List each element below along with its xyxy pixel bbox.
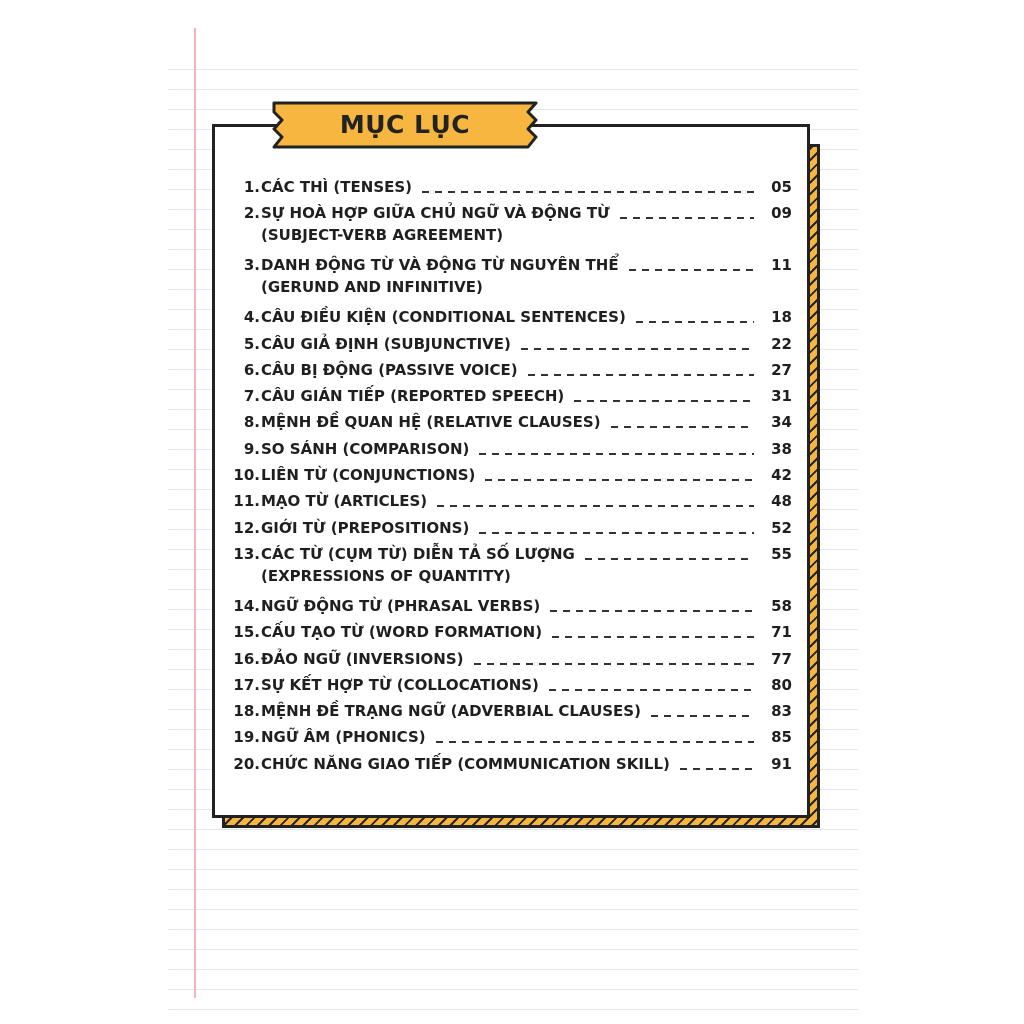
- toc-entry-body: [260, 648, 792, 670]
- toc-entry[interactable]: [232, 254, 792, 298]
- toc-entry-number: 19.: [233, 728, 260, 747]
- toc-entry-title: LIÊN TỪ (CONJUNCTIONS): [261, 466, 476, 485]
- toc-entry-page-number: 18: [771, 308, 792, 327]
- toc-entry[interactable]: [232, 385, 792, 407]
- toc-entry-page-number: 38: [771, 439, 792, 458]
- toc-entry[interactable]: [232, 359, 792, 381]
- toc-entry-number: 15.: [233, 623, 260, 642]
- toc-entry-subtitle: (SUBJECT-VERB AGREEMENT): [261, 226, 504, 245]
- toc-entry[interactable]: [232, 490, 792, 512]
- toc-entry[interactable]: [232, 621, 792, 643]
- toc-entry-body: [260, 464, 792, 486]
- dotted-leader: [636, 319, 754, 323]
- toc-entry-page-number: 83: [771, 702, 792, 721]
- dotted-leader: [552, 634, 754, 638]
- toc-entry-body: [260, 359, 792, 381]
- toc-entry-body: [260, 254, 792, 298]
- toc-entry-number: 6.: [243, 360, 260, 379]
- toc-entry-body: [260, 753, 792, 775]
- toc-entry-body: [260, 176, 792, 198]
- toc-entry-title: ĐẢO NGỮ (INVERSIONS): [261, 649, 464, 668]
- toc-entry-line: [261, 490, 792, 512]
- toc-entry[interactable]: [232, 464, 792, 486]
- dotted-leader: [585, 556, 754, 560]
- toc-entry-line: [261, 202, 792, 224]
- toc-entry-title: CẤU TẠO TỪ (WORD FORMATION): [261, 623, 543, 642]
- toc-entry-number: 9.: [243, 439, 260, 458]
- toc-entry-number: 2.: [243, 204, 260, 223]
- toc-entry[interactable]: [232, 202, 792, 246]
- table-of-contents: [232, 176, 792, 779]
- dotted-leader: [479, 451, 754, 455]
- dotted-leader: [528, 372, 754, 376]
- toc-entry-title: NGỮ ÂM (PHONICS): [261, 728, 426, 747]
- toc-entry-body: [260, 674, 792, 696]
- toc-entry-title: NGỮ ĐỘNG TỪ (PHRASAL VERBS): [261, 596, 541, 615]
- toc-entry-body: [260, 700, 792, 722]
- toc-entry-page-number: 09: [771, 204, 792, 223]
- toc-entry[interactable]: [232, 306, 792, 328]
- toc-entry-number: 20.: [233, 754, 260, 773]
- toc-entry-line: [261, 411, 792, 433]
- dotted-leader: [521, 346, 754, 350]
- toc-entry-title: CÂU GIÁN TIẾP (REPORTED SPEECH): [261, 387, 565, 406]
- toc-entry-page-number: 34: [771, 413, 792, 432]
- toc-entry-page-number: 22: [771, 334, 792, 353]
- toc-entry-number: 11.: [233, 492, 260, 511]
- toc-entry-line: [261, 333, 792, 355]
- toc-entry-title: DANH ĐỘNG TỪ VÀ ĐỘNG TỪ NGUYÊN THỂ: [261, 256, 619, 275]
- toc-entry-number: 17.: [233, 675, 260, 694]
- toc-entry-line: [261, 753, 792, 775]
- toc-entry-page-number: 27: [771, 360, 792, 379]
- toc-entry-body: [260, 726, 792, 748]
- toc-entry-page-number: 11: [771, 256, 792, 275]
- toc-entry-line: [261, 517, 792, 539]
- toc-entry-line: [261, 543, 792, 565]
- toc-entry-line: [261, 674, 792, 696]
- toc-entry[interactable]: [232, 543, 792, 587]
- toc-entry-title: SỰ KẾT HỢP TỪ (COLLOCATIONS): [261, 675, 539, 694]
- toc-entry-body: [260, 438, 792, 460]
- toc-entry[interactable]: [232, 411, 792, 433]
- toc-entry[interactable]: [232, 595, 792, 617]
- toc-entry-page-number: 48: [771, 492, 792, 511]
- toc-entry-number: 12.: [233, 518, 260, 537]
- dotted-leader: [422, 189, 754, 193]
- toc-entry-body: [260, 595, 792, 617]
- toc-entry-number: 7.: [243, 387, 260, 406]
- toc-entry-number: 14.: [233, 596, 260, 615]
- toc-entry-body: [260, 517, 792, 539]
- toc-entry[interactable]: [232, 517, 792, 539]
- toc-entry-line: [261, 254, 792, 276]
- toc-entry-body: [260, 385, 792, 407]
- toc-entry-body: [260, 411, 792, 433]
- notebook-margin-line: [194, 28, 196, 998]
- toc-entry-line: [261, 385, 792, 407]
- toc-entry-title: CÁC THÌ (TENSES): [261, 178, 413, 196]
- toc-entry-title: MỆNH ĐỀ QUAN HỆ (RELATIVE CLAUSES): [261, 413, 601, 432]
- toc-entry-title: CÂU GIẢ ĐỊNH (SUBJUNCTIVE): [261, 334, 511, 353]
- toc-entry[interactable]: [232, 726, 792, 748]
- toc-entry-line: [261, 621, 792, 643]
- toc-entry[interactable]: [232, 438, 792, 460]
- dotted-leader: [436, 739, 754, 743]
- toc-entry-page-number: 05: [771, 178, 792, 196]
- toc-entry-number: 13.: [233, 544, 260, 563]
- toc-entry-title: SO SÁNH (COMPARISON): [261, 439, 470, 458]
- toc-entry[interactable]: [232, 700, 792, 722]
- toc-entry-title: SỰ HOÀ HỢP GIỮA CHỦ NGỮ VÀ ĐỘNG TỪ: [261, 204, 610, 223]
- toc-entry-number: 18.: [233, 702, 260, 721]
- toc-entry-number: 16.: [233, 649, 260, 668]
- toc-entry-subtitle: (GERUND AND INFINITIVE): [261, 278, 483, 297]
- toc-entry-page-number: 77: [771, 649, 792, 668]
- toc-entry-title: GIỚI TỪ (PREPOSITIONS): [261, 518, 470, 537]
- toc-entry-body: [260, 202, 792, 246]
- toc-entry-page-number: 55: [771, 544, 792, 563]
- toc-entry-body: [260, 306, 792, 328]
- toc-entry-number: 8.: [243, 413, 260, 432]
- toc-entry-title: CÂU BỊ ĐỘNG (PASSIVE VOICE): [261, 360, 518, 379]
- dotted-leader: [485, 477, 754, 481]
- title-banner: [270, 100, 540, 150]
- toc-entry-body: [260, 333, 792, 355]
- toc-entry[interactable]: [232, 176, 792, 198]
- toc-entry[interactable]: [232, 333, 792, 355]
- dotted-leader: [479, 530, 754, 534]
- toc-entry-subtitle: (EXPRESSIONS OF QUANTITY): [261, 566, 511, 585]
- toc-entry-line: [261, 595, 792, 617]
- toc-entry-body: [260, 490, 792, 512]
- dotted-leader: [620, 215, 754, 219]
- toc-entry-page-number: 42: [771, 466, 792, 485]
- toc-entry-page-number: 85: [771, 728, 792, 747]
- dotted-leader: [680, 766, 754, 770]
- toc-entry[interactable]: [232, 674, 792, 696]
- toc-entry-page-number: 52: [771, 518, 792, 537]
- toc-entry-page-number: 91: [771, 754, 792, 773]
- toc-entry-page-number: 31: [771, 387, 792, 406]
- toc-entry-line: [261, 359, 792, 381]
- toc-entry-number: 4.: [243, 308, 260, 327]
- dotted-leader: [574, 398, 754, 402]
- toc-entry-title: MỆNH ĐỀ TRẠNG NGỮ (ADVERBIAL CLAUSES): [261, 702, 641, 721]
- toc-entry-page-number: 80: [771, 675, 792, 694]
- toc-entry-line: [261, 306, 792, 328]
- dotted-leader: [549, 687, 754, 691]
- toc-entry-title: CHỨC NĂNG GIAO TIẾP (COMMUNICATION SKILL): [261, 754, 670, 773]
- page-title: MỤC LỤC: [339, 110, 471, 139]
- toc-entry-number: 1.: [243, 178, 260, 196]
- dotted-leader: [437, 503, 754, 507]
- toc-entry-body: [260, 621, 792, 643]
- toc-entry-number: 3.: [243, 256, 260, 275]
- toc-entry-body: [260, 543, 792, 587]
- toc-entry-line: [261, 648, 792, 670]
- dotted-leader: [629, 267, 754, 271]
- toc-entry-title: CÂU ĐIỀU KIỆN (CONDITIONAL SENTENCES): [261, 308, 626, 327]
- toc-entry-line: [261, 464, 792, 486]
- toc-entry-line: [261, 176, 792, 198]
- dotted-leader: [651, 713, 754, 717]
- dotted-leader: [474, 661, 754, 665]
- toc-entry-number: 10.: [233, 466, 260, 485]
- toc-entry[interactable]: [232, 753, 792, 775]
- dotted-leader: [550, 608, 754, 612]
- toc-entry-line: [261, 726, 792, 748]
- toc-entry-page-number: 71: [771, 623, 792, 642]
- toc-entry-line: [261, 700, 792, 722]
- toc-entry-page-number: 58: [771, 596, 792, 615]
- toc-entry-number: 5.: [243, 334, 260, 353]
- toc-entry-title: CÁC TỪ (CỤM TỪ) DIỄN TẢ SỐ LƯỢNG: [261, 544, 575, 563]
- toc-entry-title: MẠO TỪ (ARTICLES): [261, 492, 428, 511]
- toc-entry[interactable]: [232, 648, 792, 670]
- toc-entry-line: [261, 438, 792, 460]
- dotted-leader: [611, 424, 754, 428]
